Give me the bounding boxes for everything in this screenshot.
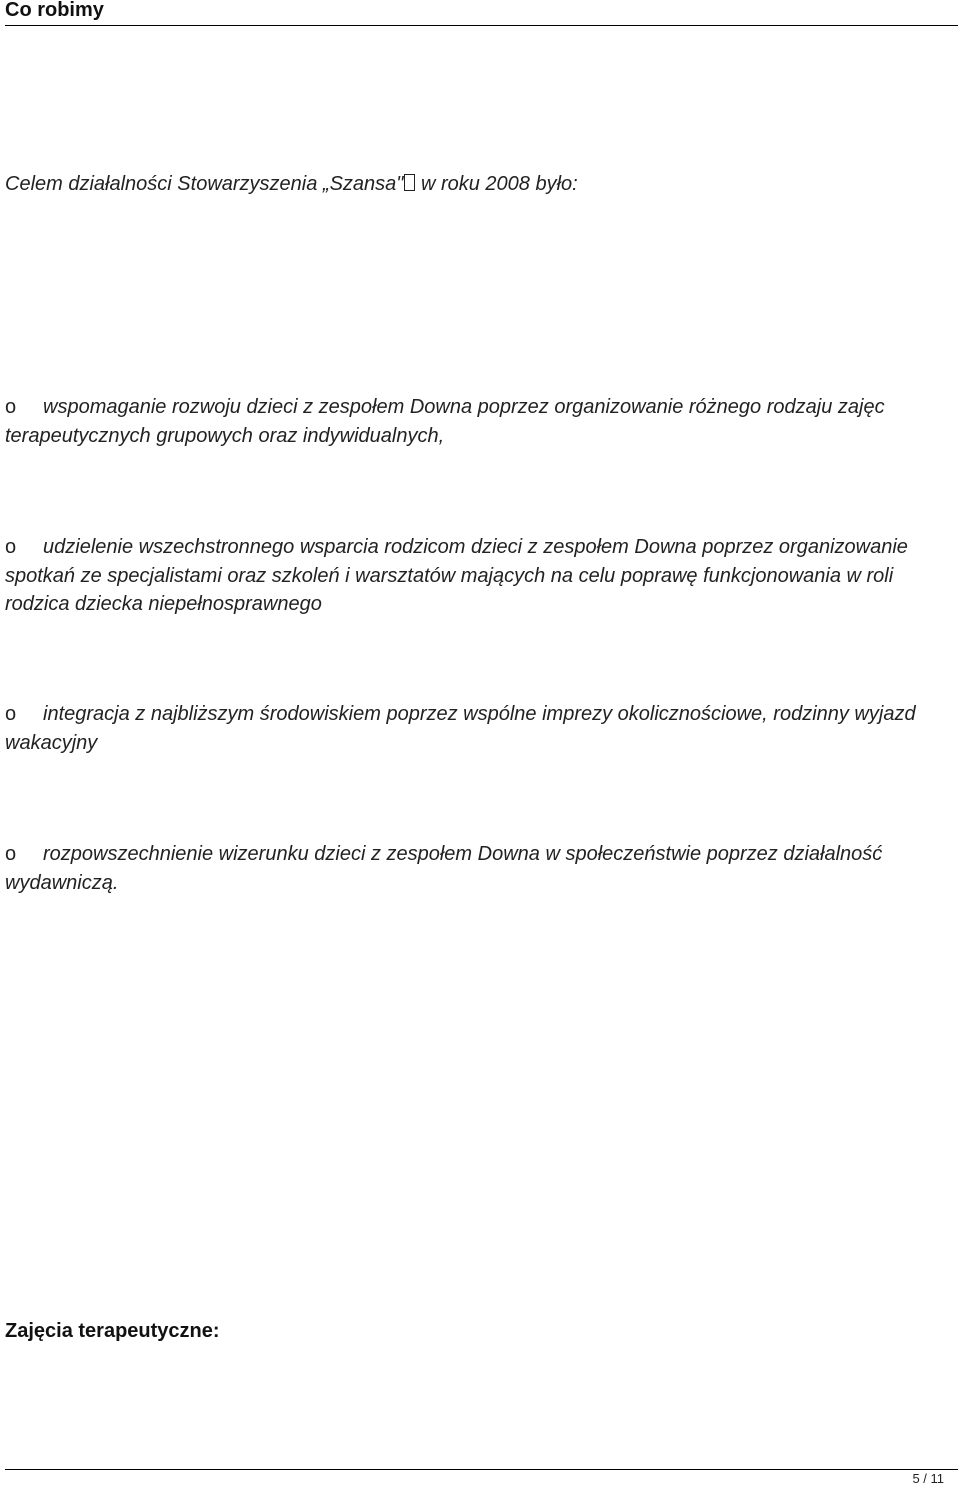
- list-bullet: o: [5, 703, 17, 725]
- intro-paragraph: [5, 170, 578, 198]
- list-bullet: o: [5, 396, 17, 418]
- section-heading: Zajęcia terapeutyczne:: [5, 1320, 220, 1342]
- list-item-text: wspomaganie rozwoju dzieci z zespołem Downa poprzez organizowanie różnego rodzaju zajęc terapeutycznych grupowych oraz indywidualnych,: [5, 396, 885, 447]
- list-item: [5, 533, 945, 619]
- footer-divider: [5, 1469, 958, 1470]
- page-title: Co robimy: [5, 0, 104, 21]
- list-item: [5, 700, 945, 757]
- intro-text: Celem działalności Stowarzyszenia „Szansa": [5, 173, 404, 195]
- page-number: 5 / 11: [912, 1471, 944, 1486]
- list-bullet: o: [5, 536, 17, 558]
- list-item: [5, 840, 945, 897]
- list-item-text: integracja z najbliższym środowiskiem poprzez wspólne imprezy okolicznościowe, rodzinny wyjazd wakacyjny: [5, 703, 916, 754]
- list-item-text: udzielenie wszechstronnego wsparcia rodzicom dzieci z zespołem Downa poprzez organizowanie spotkań ze specjalistami oraz szkoleń i warsztatów mających na celu poprawę funkcjonowania w roli rodzica dziecka niepełnosprawnego: [5, 536, 908, 615]
- list-item-text: rozpowszechnienie wizerunku dzieci z zespołem Downa w społeczeństwie poprzez działalność wydawniczą.: [5, 843, 883, 894]
- list-bullet: o: [5, 843, 17, 865]
- missing-glyph-icon: [404, 174, 415, 191]
- intro-text-end: w roku 2008 było:: [415, 173, 578, 195]
- title-divider: [5, 25, 958, 26]
- list-item: [5, 393, 945, 450]
